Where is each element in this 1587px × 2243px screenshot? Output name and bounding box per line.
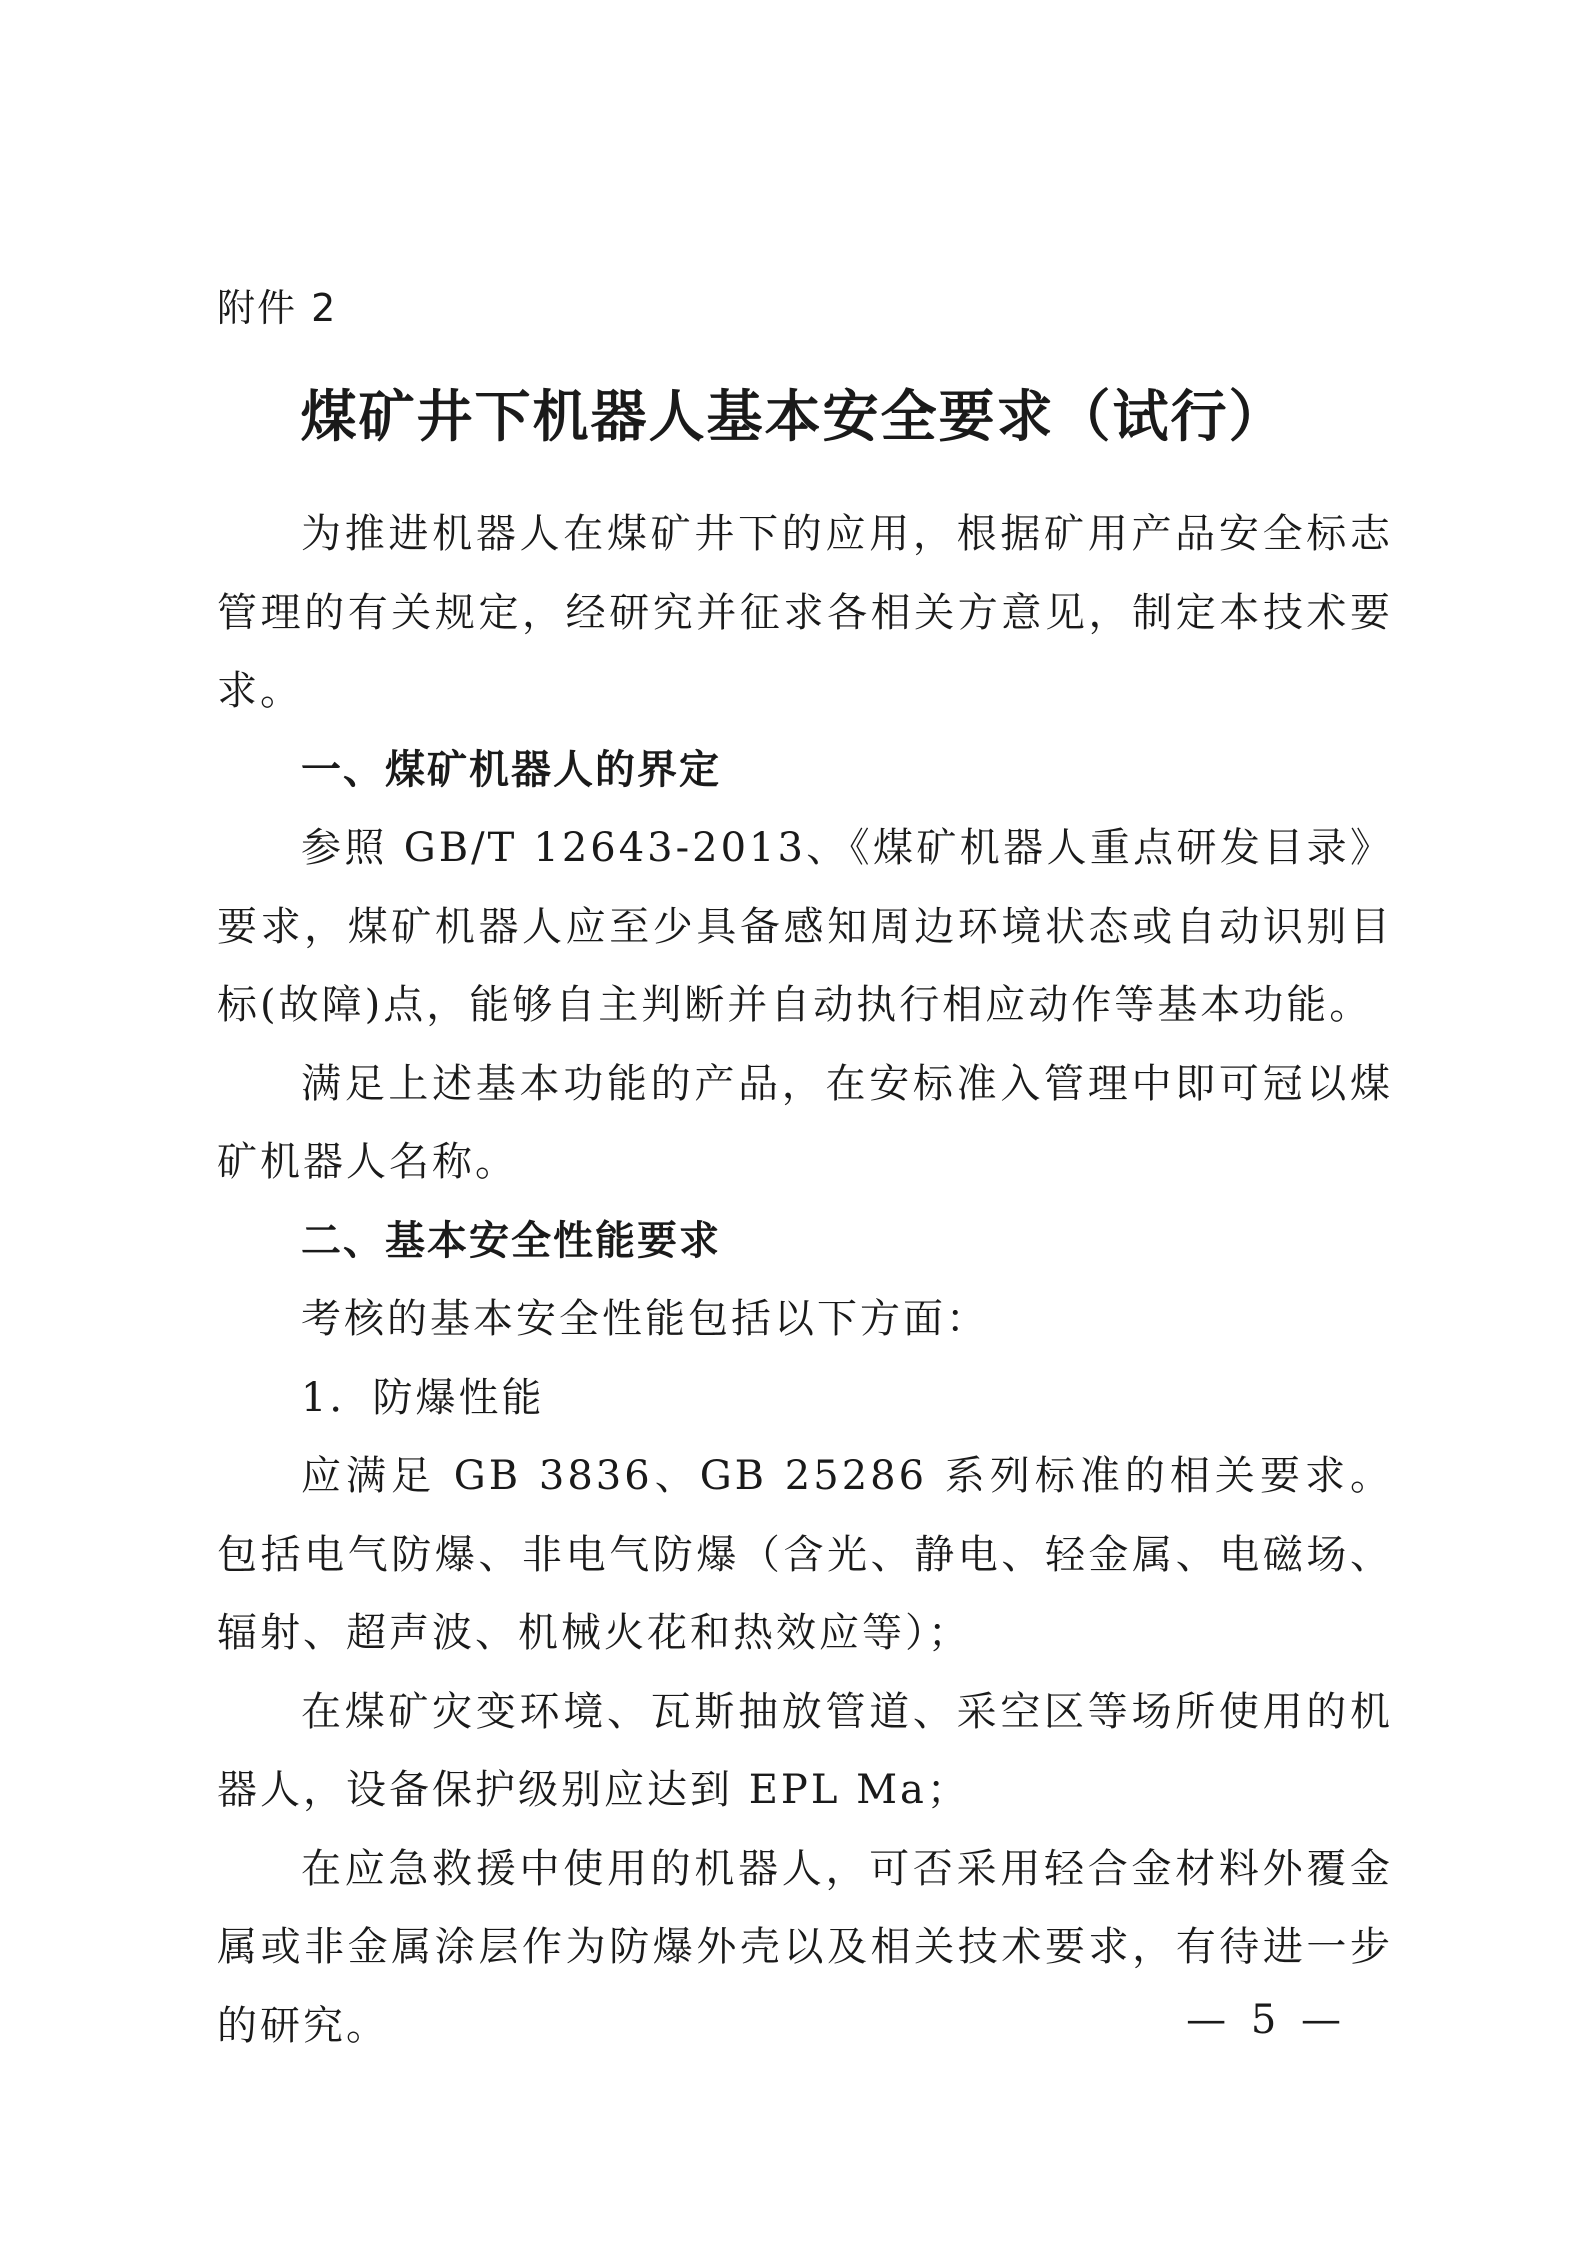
body-paragraph: 在煤矿灾变环境、瓦斯抽放管道、采空区等场所使用的机器人，设备保护级别应达到 EPL Ma； xyxy=(217,1688,1393,1813)
document-title: 煤矿井下机器人基本安全要求（试行） xyxy=(300,385,1287,450)
body-paragraph: 在应急救援中使用的机器人，可否采用轻合金材料外覆金属或非金属涂层作为防爆外壳以及相关技术要求，有待进一步的研究。 xyxy=(217,1845,1393,2049)
page-number: — 5 — xyxy=(1186,1997,1347,2043)
intro-paragraph: 为推进机器人在煤矿井下的应用，根据矿用产品安全标志管理的有关规定，经研究并征求各相关方意见，制定本技术要求。 xyxy=(217,511,1393,714)
body-paragraph: 参照 GB/T 12643-2013、《煤矿机器人重点研发目录》要求，煤矿机器人应至少具备感知周边环境状态或自动识别目标(故障)点，能够自主判断并自动执行相应动作等基本功能。 xyxy=(217,825,1393,1028)
body-paragraph: 考核的基本安全性能包括以下方面： xyxy=(301,1296,989,1342)
body-paragraph: 满足上述基本功能的产品，在安标准入管理中即可冠以煤矿机器人名称。 xyxy=(217,1060,1393,1185)
document-body xyxy=(217,495,1393,2065)
attachment-label: 附件 2 xyxy=(217,286,338,330)
body-paragraph: 应满足 GB 3836、GB 25286 系列标准的相关要求。包括电气防爆、非电气防爆（含光、静电、轻金属、电磁场、辐射、超声波、机械火花和热效应等）； xyxy=(217,1453,1393,1656)
subsection-heading: 1．防爆性能 xyxy=(301,1374,545,1421)
section-heading-1: 一、煤矿机器人的界定 xyxy=(301,746,721,793)
section-heading-2: 二、基本安全性能要求 xyxy=(301,1217,721,1264)
